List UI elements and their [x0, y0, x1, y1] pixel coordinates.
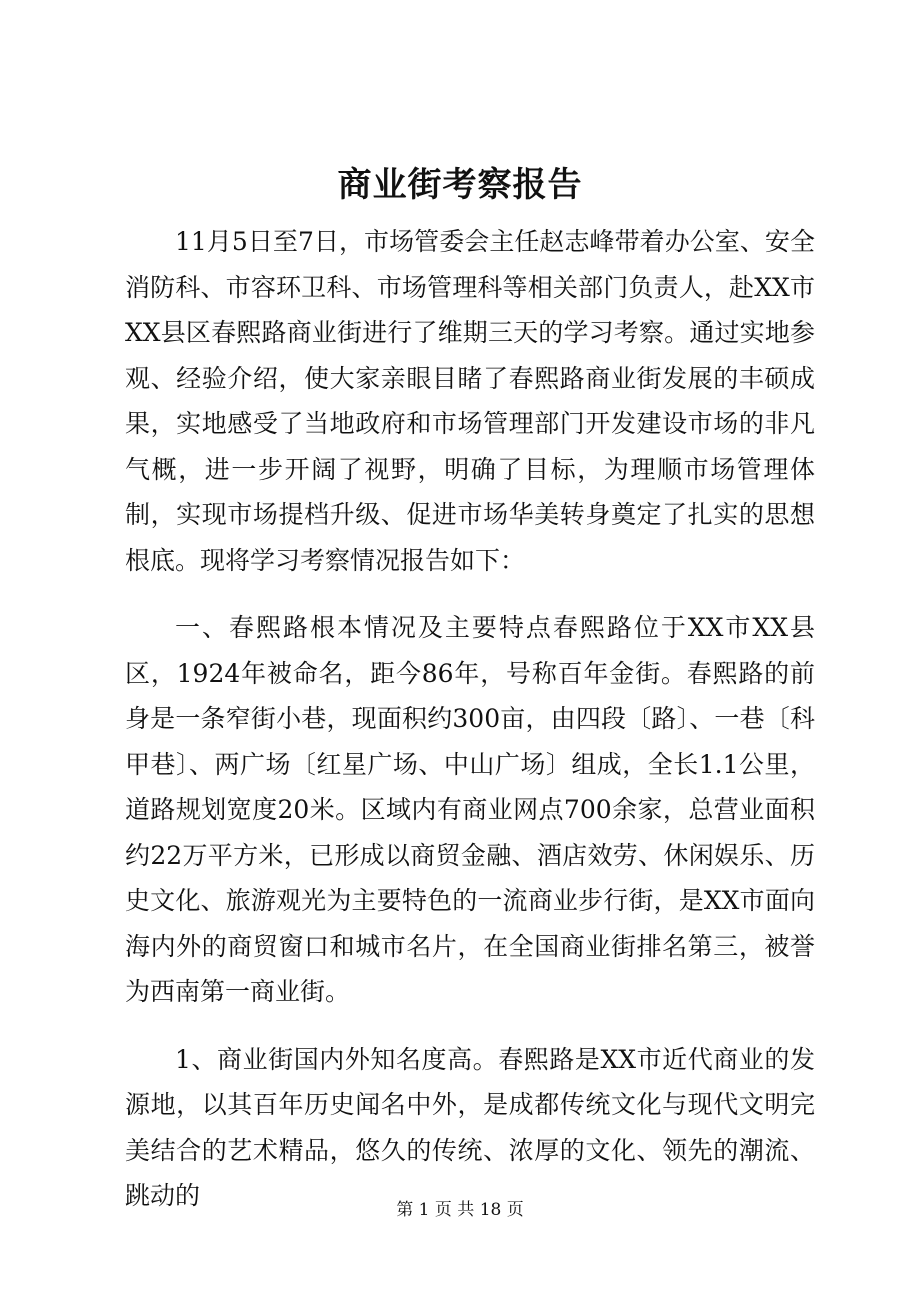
document-body	[125, 219, 815, 1219]
paragraph-section-1: 一、春熙路根本情况及主要特点春熙路位于XX市XX县区，1924年被命名，距今86年，号称百年金街。春熙路的前身是一条窄街小巷，现面积约300亩，由四段〔路〕、一巷〔科甲巷〕、两广场〔红星广场、中山广场〕组成，全长1.1公里，道路规划宽度20米。区域内有商业网点700余家，总营业面积约22万平方米，已形成以商贸金融、酒店效劳、休闲娱乐、历史文化、旅游观光为主要特色的一流商业步行街，是XX市面向海内外的商贸窗口和城市名片，在全国商业街排名第三，被誉为西南第一商业街。	[125, 613, 815, 1006]
document-title: 商业街考察报告	[337, 165, 583, 205]
paragraph-intro: 11月5日至7日，市场管委会主任赵志峰带着办公室、安全消防科、市容环卫科、市场管理科等相关部门负责人，赴XX市XX县区春熙路商业街进行了维期三天的学习考察。通过实地参观、经验介绍，使大家亲眼目睹了春熙路商业街发展的丰硕成果，实地感受了当地政府和市场管理部门开发建设市场的非凡气概，进一步开阔了视野，明确了目标，为理顺市场管理体制，实现市场提档升级、促进市场华美转身奠定了扎实的思想根底。现将学习考察情况报告如下：	[125, 227, 815, 575]
paragraph-item-1: 1、商业街国内外知名度高。春熙路是XX市近代商业的发源地，以其百年历史闻名中外，是成都传统文化与现代文明完美结合的艺术精品，悠久的传统、浓厚的文化、领先的潮流、跳动的	[125, 1044, 815, 1210]
page-number-footer: 第 1 页 共 18 页	[396, 1200, 524, 1220]
